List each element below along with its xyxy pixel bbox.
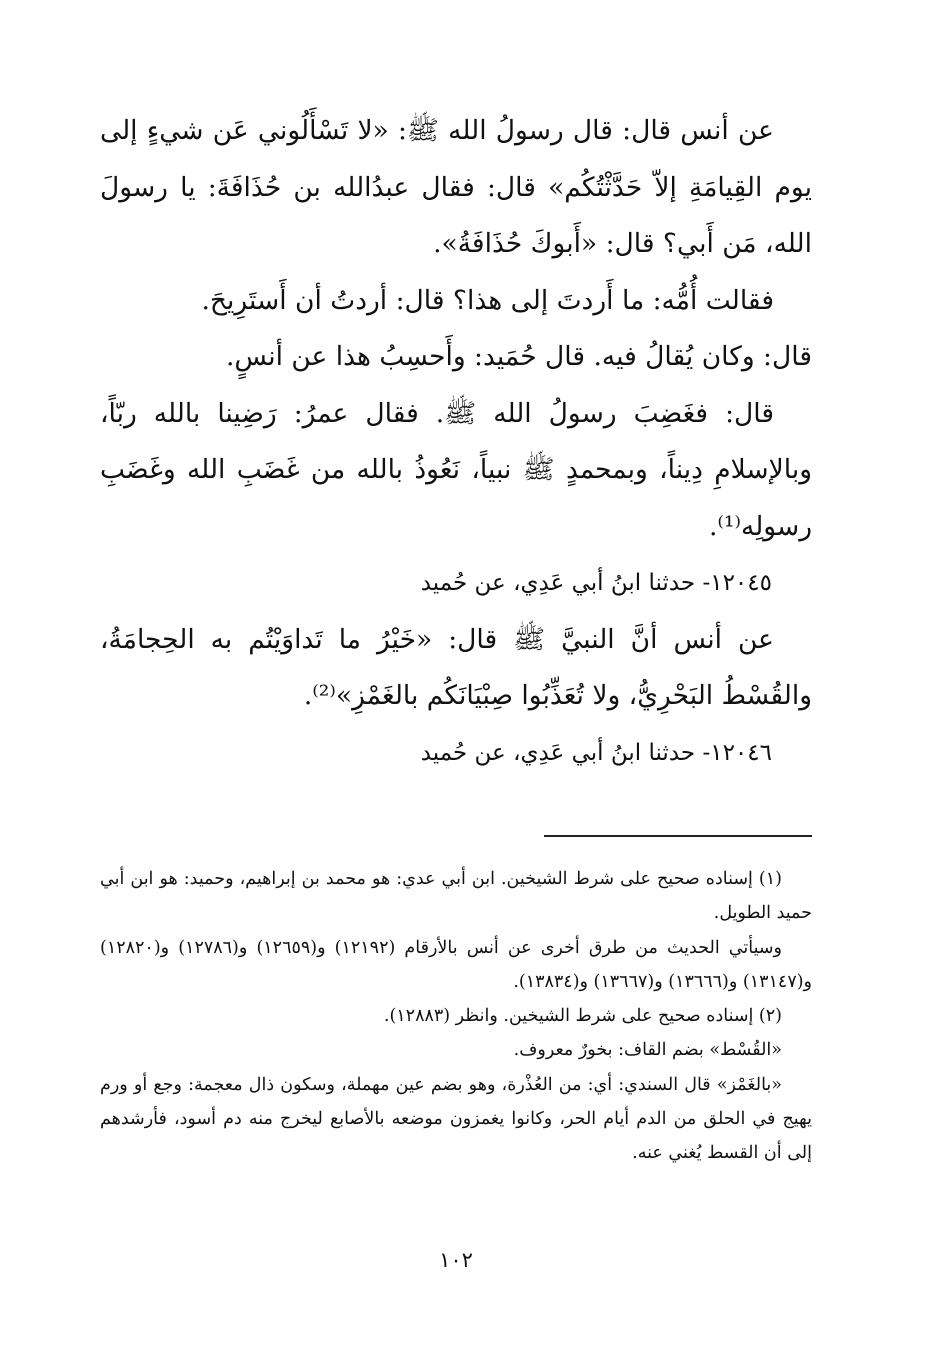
- document-page: [100, 0, 812, 1365]
- main-text: [100, 103, 812, 781]
- footnote: وسيأتي الحديث من طرق أخرى عن أنس بالأرقام (١٢١٩٢) و(١٢٦٥٩) و(١٢٧٨٦) و(١٢٨٢٠) و(١٣١٤٧) و(١٣٦٦٦) و(١٣٦٦٧) و(١٣٨٣٤).: [100, 937, 812, 992]
- footnote: «القُسْط» بضم القاف: بخورٌ معروف.: [513, 1040, 782, 1061]
- footnotes: [100, 862, 812, 1171]
- hadith-paragraph: عن أنس قال: قال رسولُ الله ﷺ: «لا تَسْأَلُوني عَن شيءٍ إلى يوم القِيامَةِ إلاّ حَدَّثْتُكُم» قال: فقال عبدُالله بن حُذَافَةَ: يا رسولَ الله، مَن أَبي؟ قال: «أَبوكَ حُذَافَةُ».: [100, 115, 812, 259]
- hadith-number-heading: ١٢٠٤٥- حدثنا ابنُ أبي عَدِي، عن حُميد: [420, 570, 772, 596]
- hadith-paragraph: قال: وكان يُقالُ فيه. قال حُمَيد: وأَحسِبُ هذا عن أنسٍ.: [225, 341, 812, 372]
- footnote-divider: [544, 835, 812, 837]
- footnote: «بالغَمْز» قال السندي: أي: من العُذْرة، وهو بضم عين مهملة، وسكون ذال معجمة: وجع أو ورم يهيج في الحلق من الدم أيام الحر، وكانوا يغمزون موضعه بالأصابع ليخرج منه دم أسود، فأرشدهم إلى أن القسط يُغني عنه.: [100, 1074, 812, 1164]
- hadith-number-heading: ١٢٠٤٦- حدثنا ابنُ أبي عَدِي، عن حُميد: [420, 739, 772, 766]
- footnote: (٢) إسناده صحيح على شرط الشيخين. وانظر (١٢٨٨٣).: [383, 1006, 782, 1027]
- footnote: (١) إسناده صحيح على شرط الشيخين. ابن أبي عدي: هو محمد بن إبراهيم، وحميد: هو ابن أبي حميد الطويل.: [100, 869, 812, 924]
- hadith-paragraph: عن أنس أنَّ النبيَّ ﷺ قال: «خَيْرُ ما تَداوَيْتُم به الحِجامَةُ، والقُسْطُ البَحْرِيُّ، ولا تُعَذِّبُوا صِبْيَانَكُم بالغَمْزِ»⁽²⁾.: [100, 623, 812, 711]
- hadith-paragraph: قال: فغَضِبَ رسولُ الله ﷺ. فقال عمرُ: رَضِينا بالله ربّاً، وبالإسلامِ دِيناً، وبمحمدٍ ﷺ نبياً، نَعُوذُ بالله من غَضَبِ الله وغَضَبِ رسولِه⁽¹⁾.: [100, 397, 812, 542]
- page-number: ١٠٢: [439, 1248, 473, 1272]
- hadith-paragraph: فقالت أُمُّه: ما أَردتَ إلى هذا؟ قال: أردتُ أن أَستَرِيحَ.: [201, 284, 774, 316]
